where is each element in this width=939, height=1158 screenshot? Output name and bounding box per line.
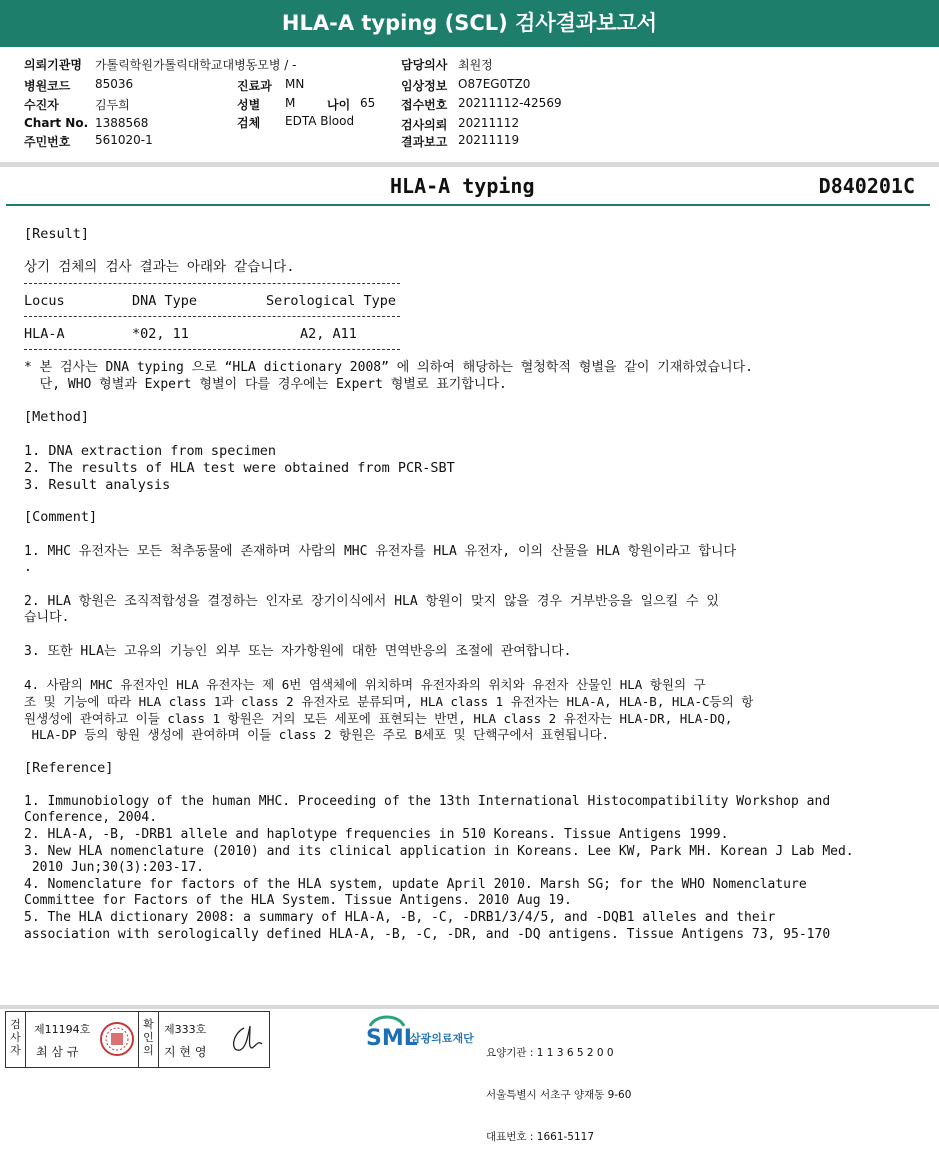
reference-line: 3. New HLA nomenclature (2010) and its clinical application in Koreans. Lee KW, Park MH. Korean J Lab Med. bbox=[24, 844, 854, 859]
age-value: 65 bbox=[360, 96, 376, 110]
result-note-2: 단, WHO 형별과 Expert 형별이 다를 경우에는 Expert 형별로 표기합니다. bbox=[24, 377, 507, 392]
comment-1-cont: . bbox=[24, 560, 32, 575]
organization-info bbox=[486, 1018, 631, 1158]
reference-line: Conference, 2004. bbox=[24, 810, 158, 825]
reference-heading: [Reference] bbox=[24, 760, 114, 776]
clinical-info-label: 임상정보 bbox=[401, 79, 448, 93]
comment-4: 4. 사람의 MHC 유전자인 HLA 유전자는 제 6번 염색체에 위치하며 유전자좌의 위치와 유전자 산물인 HLA 항원의 구 bbox=[24, 677, 706, 692]
comment-2: 2. HLA 항원은 조직적합성을 결정하는 인자로 장기이식에서 HLA 항원이 맞지 않을 경우 거부반응을 일으킬 수 있 bbox=[24, 594, 719, 609]
confirmer-label bbox=[138, 1012, 159, 1067]
report-date-value: 20211119 bbox=[458, 133, 520, 147]
logo-text: SML bbox=[366, 1026, 418, 1051]
col-serological-type: Serological Type bbox=[266, 293, 397, 309]
comment-3: 3. 또한 HLA는 고유의 기능인 외부 또는 자가항원에 대한 면역반응의 조절에 관여합니다. bbox=[24, 644, 572, 659]
specimen-value: EDTA Blood bbox=[285, 114, 355, 128]
request-label: 검사의뢰 bbox=[401, 118, 448, 132]
reference-line: 5. The HLA dictionary 2008: a summary of HLA-A, -B, -C, -DRB1/3/4/5, and -DQB1 alleles and their bbox=[24, 910, 776, 925]
clinical-info-value: O87EG0TZ0 bbox=[458, 77, 531, 91]
method-heading: [Method] bbox=[24, 409, 90, 425]
result-note-1: * 본 검사는 DNA typing 으로 “HLA dictionary 2008” 에 의하여 해당하는 혈청학적 형별을 같이 기재하였습니다. bbox=[24, 360, 753, 375]
document-title: HLA-A typing bbox=[390, 174, 535, 198]
receipt-value: 20211112-42569 bbox=[458, 96, 562, 110]
reference-line: Committee for Factors of the HLA System. Tissue Antigens. 2010 Aug 19. bbox=[24, 893, 572, 908]
table-rule-mid bbox=[24, 316, 400, 317]
document-code: D840201C bbox=[818, 174, 915, 198]
result-heading: [Result] bbox=[24, 226, 90, 242]
rrn-value: 561020-1 bbox=[95, 133, 153, 147]
result-intro: 상기 검체의 검사 결과는 아래와 같습니다. bbox=[24, 259, 295, 275]
age-label: 나이 bbox=[327, 98, 351, 112]
comment-heading: [Comment] bbox=[24, 509, 98, 525]
reference-line: 2010 Jun;30(3):203-17. bbox=[24, 860, 205, 875]
report-title: HLA-A typing (SCL) 검사결과보고서 bbox=[281, 11, 658, 35]
dept-value: MN bbox=[285, 77, 305, 91]
examiner-license: 제11194호 bbox=[34, 1023, 91, 1036]
examiner-name: 최 삼 규 bbox=[36, 1045, 79, 1059]
examiner-label-char: 사 bbox=[10, 1031, 21, 1044]
sex-value: M bbox=[285, 96, 296, 110]
hospital-code-value: 85036 bbox=[95, 77, 134, 91]
table-rule-bottom bbox=[24, 349, 400, 350]
col-locus: Locus bbox=[24, 293, 65, 309]
comment-2-cont: 습니다. bbox=[24, 610, 70, 625]
institution-value: 가톨릭학원가톨릭대학교대병동모병 / - bbox=[95, 58, 297, 72]
examiner-label-char: 검 bbox=[10, 1018, 21, 1031]
confirmer-label-char: 인 bbox=[143, 1031, 154, 1044]
receipt-label: 접수번호 bbox=[401, 98, 448, 112]
signature-box bbox=[5, 1011, 270, 1068]
method-item: 2. The results of HLA test were obtained from PCR-SBT bbox=[24, 460, 455, 476]
confirmer-name: 지 현 영 bbox=[164, 1045, 207, 1059]
sex-label: 성별 bbox=[237, 98, 261, 112]
org-phone: 대표번호 : 1661-5117 bbox=[486, 1131, 595, 1143]
signature-image bbox=[226, 1018, 266, 1060]
request-value: 20211112 bbox=[458, 116, 520, 130]
reference-line: 1. Immunobiology of the human MHC. Proceeding of the 13th International Histocompatibility Workshop and bbox=[24, 794, 831, 809]
dept-label: 진료과 bbox=[237, 79, 272, 93]
doctor-value: 최원정 bbox=[458, 58, 493, 72]
hospital-code-label: 병원코드 bbox=[24, 79, 71, 93]
confirmer-license: 제333호 bbox=[164, 1023, 207, 1036]
comment-4-cont: 조 및 기능에 따라 HLA class 1과 class 2 유전자로 분류되며, HLA class 1 유전자는 HLA-A, HLA-B, HLA-C등의 항 bbox=[24, 694, 754, 709]
seal-stamp bbox=[99, 1021, 135, 1057]
confirmer-label-char: 확 bbox=[143, 1018, 154, 1031]
org-address: 서울특별시 서초구 양재동 9-60 bbox=[486, 1089, 632, 1101]
method-item: 1. DNA extraction from specimen bbox=[24, 443, 276, 459]
organization-name: 삼광의료재단 bbox=[410, 1032, 474, 1045]
doctor-label: 담당의사 bbox=[401, 58, 448, 72]
rrn-label: 주민번호 bbox=[24, 135, 71, 149]
col-dna-type: DNA Type bbox=[132, 293, 198, 309]
dna-type-value: *02, 11 bbox=[132, 326, 189, 342]
examiner-label-char: 자 bbox=[10, 1044, 21, 1057]
confirmer-label-char: 의 bbox=[143, 1044, 154, 1057]
table-rule-top bbox=[24, 283, 400, 284]
report-date-label: 결과보고 bbox=[401, 135, 448, 149]
serological-value: A2, A11 bbox=[300, 326, 357, 342]
reference-line: 2. HLA-A, -B, -DRB1 allele and haplotype frequencies in 510 Koreans. Tissue Antigens 1999. bbox=[24, 827, 729, 842]
institution-label: 의뢰기관명 bbox=[24, 58, 82, 72]
chart-label: Chart No. bbox=[24, 116, 89, 130]
method-item: 3. Result analysis bbox=[24, 477, 171, 493]
locus-value: HLA-A bbox=[24, 326, 65, 342]
comment-1: 1. MHC 유전자는 모든 척추동물에 존재하며 사람의 MHC 유전자를 HLA 유전자, 이의 산물을 HLA 항원이라고 합니다 bbox=[24, 544, 737, 559]
chart-value: 1388568 bbox=[95, 116, 149, 130]
patient-label: 수진자 bbox=[24, 98, 59, 112]
patient-value: 김두희 bbox=[95, 98, 130, 112]
title-underline bbox=[6, 204, 930, 206]
section-divider bbox=[0, 162, 939, 167]
reference-line: association with serologically defined HLA-A, -B, -C, -DR, and -DQ antigens. Tissue Antigens 73, 95-170 bbox=[24, 927, 831, 942]
report-header bbox=[0, 0, 939, 47]
specimen-label: 검체 bbox=[237, 116, 261, 130]
reference-line: 4. Nomenclature for factors of the HLA system, update April 2010. Marsh SG; for the WHO Nomenclature bbox=[24, 877, 807, 892]
org-code: 요양기관 : 1 1 3 6 5 2 0 0 bbox=[486, 1047, 614, 1059]
examiner-label bbox=[6, 1012, 26, 1067]
footer-divider bbox=[0, 1005, 939, 1009]
patient-info bbox=[0, 50, 939, 160]
comment-4-cont: HLA-DP 등의 항원 생성에 관여하며 이들 class 2 항원은 주로 B세포 및 단핵구에서 표현됩니다. bbox=[24, 727, 610, 742]
comment-4-cont: 원생성에 관여하고 이들 class 1 항원은 거의 모든 세포에 표현되는 반면, HLA class 2 유전자는 HLA-DR, HLA-DQ, bbox=[24, 711, 733, 726]
